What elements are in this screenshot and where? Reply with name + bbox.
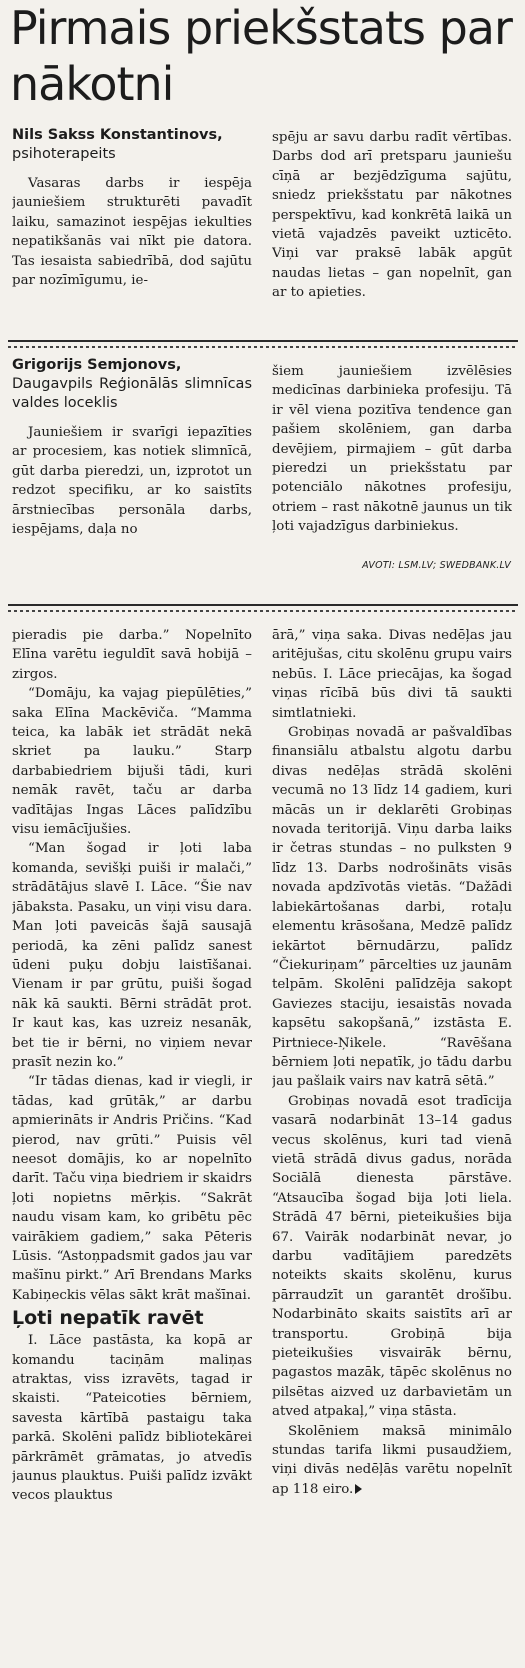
box1-author-role: psihoterapeits xyxy=(12,146,116,162)
box1-author-name: Nils Sakss Konstantinovs, xyxy=(12,127,223,143)
box1-author xyxy=(12,126,252,164)
main-right-paragraph-4 xyxy=(272,1422,512,1500)
main-left-paragraph-5: I. Lāce pastāsta, ka kopā ar komandu taciņām maliņas atraktas, viss izravēts, tagad ir skaisti. “Pateicoties bērniem, savesta kārtībā pastaigu taka parkā. Skolēni palīdz bibliotekārei pārkrāmēt grāmatas, jo atvedīs jaunus plauktus. Puiši palīdz izvākt vecos plauktus xyxy=(12,1333,252,1504)
main-left-paragraph-2: “Domāju, ka vajag piepūlēties,” saka Elīna Mackēviča. “Mamma teica, ka labāk iet strādāt nekā skriet pa lauku.” Starp darbabiedriem bijuši tādi, kuri nemāk ravēt, taču ar darba vadītājas Ingas Lāces palīdzību visu iemācījušies. xyxy=(12,686,252,838)
main-left-paragraph-4: “Ir tādas dienas, kad ir viegli, ir tādas, kad grūtāk,” ar darbu apmierināts ir Andris Pričins. “Kad pierod, nav grūti.” Puisis vēl neesot domājis, ko ar nopelnīto darīt. Taču viņa biedriem ir skaidrs ļoti nopietns mērķis. “Sakrāt naudu visam kam, ko gribētu pēc vairākiem gadiem,” saka Pēteris Lūsis. “Astoņpadsmit gados jau var mašīnu pirkt.” Arī Brendans Marks Kabiņeckis vēlas sākt krāt mašīnai. xyxy=(12,1074,252,1303)
box1-left-text: Vasaras darbs ir iespēja jauniešiem strukturēti pavadīt laiku, samazinot iespējas iekulties nepatikšanās vai nīkt pie datora. Tas iesaista sabiedrībā, dod sajūtu par nozīmīgumu, ie- xyxy=(12,176,252,289)
box2-right-column xyxy=(272,362,512,558)
main-left-paragraph-1: pieradis pie darba.” Nopelnīto Elīna varētu ieguldīt savā hobijā – zirgos. xyxy=(12,628,252,682)
box-separator-1 xyxy=(8,340,518,349)
box1-right-column xyxy=(272,128,512,336)
main-right-paragraph-2: Grobiņas novadā ar pašvaldības finansiālu atbalstu algotu darbu divas nedēļas strādā skolēni vecumā no 13 līdz 14 gadiem, kuri mācās un ir deklarēti Grobiņas novada teritorijā. Viņu darba laiks ir četras stundas – no pulksten 9 līdz 13. Darbs nodrošināts visās novada apdzīvotās vietās. “Dažādi labiekārtošanas darbi, rotaļu elementu krāsošana, Medzē palīdz iekārtot bērnudārzu, palīdz “Čiekuriņam” pārcelties uz jaunām telpām. Skolēni palīdzēja sakopt Gaviezes staciju, iesaistās novada kapsētu sakopšanā,” izstāsta E. Pirtniece-Ņikele. “Ravēšana bērniem ļoti nepatīk, jo tādu darbu jau pašlaik vairs nav katrā sētā.” xyxy=(272,725,512,1090)
box2-left-text: Jauniešiem ir svarīgi iepazīties ar procesiem, kas notiek slimnīcā, gūt darba pieredzi, un, izprotot un redzot specifiku, ar ko saistīts ārstniecības personāla darbs, iespējams, daļa no xyxy=(12,425,252,538)
main-right-paragraph-1: ārā,” viņa saka. Divas nedēļas jau aritējušas, citu skolēnu grupu vairs nebūs. I. Lāce priecājas, ka šogad viņas rīcībā būs divi tā saukti simtlatnieki. xyxy=(272,628,512,721)
main-left-column xyxy=(12,626,252,1662)
box1-right-text: spēju ar savu darbu radīt vērtības. Darbs dod arī pretsparu jauniešu cīņā ar bezjēdzīguma sajūtu, sniedz priekšstatu par nākotnes perspektīvu, kad konkrētā laikā un vietā vajadzēs paveikt uzticēto. Viņi var praksē labāk apgūt naudas lietas – gan nopelnīt, gan ar to apieties. xyxy=(272,130,512,301)
box2-author-role: Daugavpils Reģionālās slimnīcas valdes loceklis xyxy=(12,376,252,411)
main-right-column xyxy=(272,626,512,1662)
article-headline: Pirmais priekšstats par nākotni xyxy=(10,1,512,111)
box2-left-column xyxy=(12,356,252,558)
box2-right-text: šiem jauniešiem izvēlēsies medicīnas darbinieka profesiju. Tā ir vēl viena pozitīva tendence gan pašiem skolēniem, gan darba devējiem, pirmajiem – gūt darba pieredzi un priekšstatu par potenciālo nākotnes profesiju, otriem – rast nākotnē jaunus un tik ļoti vajadzīgus darbiniekus. xyxy=(272,364,512,535)
main-left-paragraph-3: “Man šogad ir ļoti laba komanda, sevišķi puiši ir malači,” strādātājus slavē I. Lāce. “Šie nav jābaksta. Pasaku, un viņi visu dara. Man ļoti paveicās šajā sausajā periodā, ka zēni palīdz sanest ūdeni puķu dobju laistīšanai. Vienam ir par grūtu, puiši šogad nāk kā saukti. Bērni strādāt prot. Ir kaut kas, kas uzreiz nesanāk, bet tie ir bērni, no viņiem nevar prasīt nezin ko.” xyxy=(12,841,252,1070)
box2-sources: AVOTI: LSM.LV; SWEDBANK.LV xyxy=(362,560,511,571)
main-right-paragraph-3: Grobiņas novadā esot tradīcija vasarā nodarbināt 13–14 gadus vecus skolēnus, kuri tad vienā vietā strādā divus gadus, norāda Sociālā dienesta pārstāve. “Atsaucība šogad bija ļoti liela. Strādā 47 bērni, pieteikušies bija 67. Vairāk nodarbināt nevar, jo darbu vadītājiem paredzēts noteikts skaits skolēnu, kurus pārraudzīt un garantēt drošību. Nodarbināto skaits saistīts arī ar transportu. Grobiņā bija pieteikušies visvairāk bērnu, pagastos mazāk, tāpēc skolēnus no pilsētas aizved uz darbavietām un atved atpakaļ,” viņa stāsta. xyxy=(272,1093,512,1420)
section-subheading: Ļoti nepatīk ravēt xyxy=(12,1307,204,1330)
box1-left-column xyxy=(12,126,252,336)
box-separator-2 xyxy=(8,604,518,613)
end-of-article-icon xyxy=(355,1484,362,1494)
box2-author-name: Grigorijs Semjonovs, xyxy=(12,357,182,373)
main-right-paragraph-4-text: Skolēniem maksā minimālo stundas tarifa likmi pusaudžiem, viņi divās nedēļās varētu nopelnīt ap 118 eiro. xyxy=(272,1423,512,1497)
box2-author xyxy=(12,356,252,413)
